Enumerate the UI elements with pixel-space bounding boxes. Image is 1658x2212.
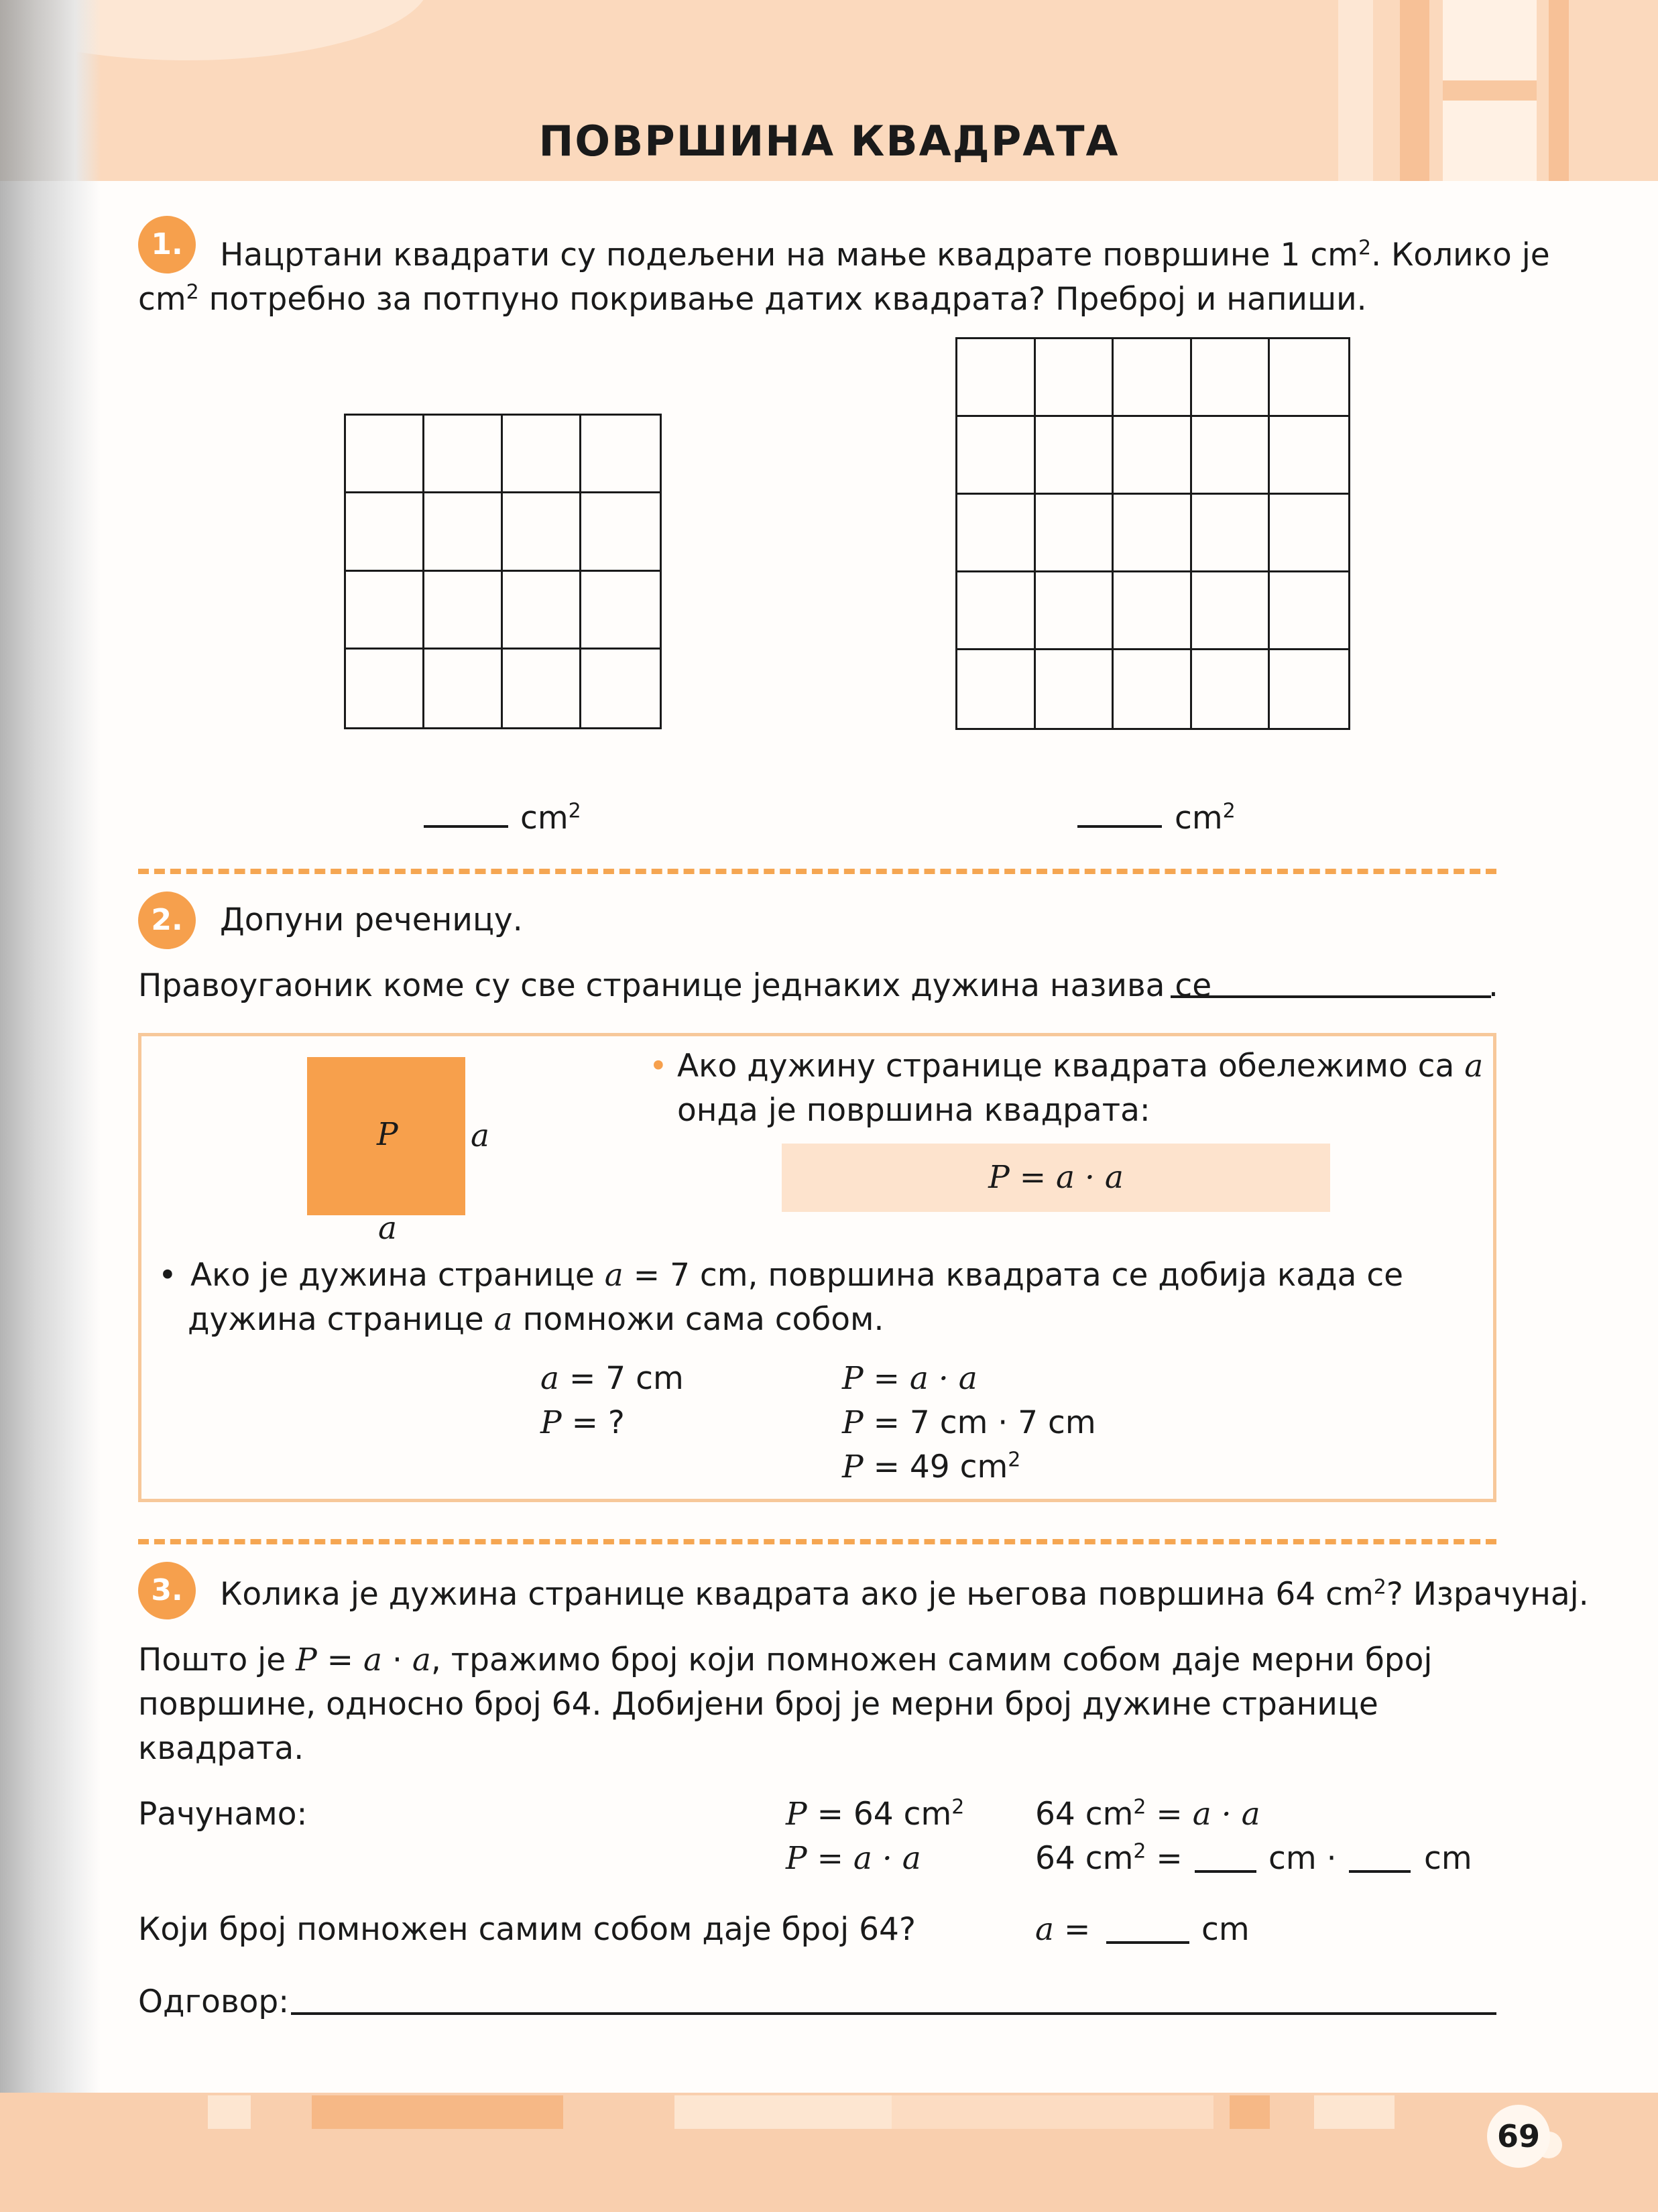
- task-3-explanation-line2: површине, односно број 64. Добијени број је мерни број дужине странице: [138, 1686, 1378, 1723]
- grid-cell: [1192, 417, 1270, 495]
- calc-formula-p: P = a · a: [786, 1840, 921, 1877]
- grid-cell: [1036, 572, 1114, 650]
- grid-cell: [1114, 339, 1192, 417]
- grid-cell: [1114, 495, 1192, 572]
- grid-cell: [581, 493, 660, 571]
- grid-cell: [1114, 572, 1192, 650]
- answer-unit-small: $cm^2$: [520, 799, 581, 837]
- task-3-explanation-line1: Пошто је P = a · a, тражимо број који помножен самим собом даје мерни број: [138, 1642, 1433, 1678]
- info-bullet-2-line2: дужина странице a помножи сама собом.: [188, 1301, 884, 1338]
- grid-cell: [1192, 650, 1270, 728]
- grid-cell: [1114, 417, 1192, 495]
- info-bullet-1-line2: онда је површина квадрата:: [677, 1092, 1150, 1129]
- square-side-label-bottom: a: [378, 1210, 398, 1247]
- grid-cell: [581, 650, 660, 727]
- grid-cell: [957, 339, 1036, 417]
- info-bullet-1-line1: Ако дужину странице квадрата обележимо са a: [677, 1048, 1484, 1085]
- calc-result: P = 49 $cm^2$: [842, 1448, 1021, 1485]
- calc-equation-2: 64 $cm^2$ =: [1035, 1839, 1183, 1877]
- grid-cell: [424, 416, 503, 493]
- task-3-question-2: Који број помножен самим собом даје број 64?: [138, 1911, 916, 1948]
- answer-unit-large: $cm^2$: [1175, 799, 1236, 837]
- task-2-instruction: Допуни реченицу.: [220, 902, 523, 938]
- footer-stripe: [674, 2095, 896, 2129]
- given-a: a = 7 cm: [540, 1360, 684, 1397]
- bullet-2-marker: •: [158, 1257, 177, 1294]
- grid-cell: [957, 572, 1036, 650]
- area-formula: P = a · a: [988, 1159, 1124, 1196]
- task-3-explanation-line3: квадрата.: [138, 1730, 304, 1767]
- grid-cell: [1036, 650, 1114, 728]
- bullet-1-marker: •: [649, 1048, 668, 1085]
- square-side-label-right: a: [471, 1117, 490, 1154]
- footer-stripe: [208, 2095, 251, 2129]
- section-divider: [138, 869, 1496, 874]
- footer-stripe: [1230, 2095, 1270, 2129]
- page-number: 69: [1496, 2118, 1540, 2154]
- task-2-number: 2.: [138, 892, 196, 949]
- grid-4x4: [344, 414, 662, 729]
- side-unit: cm: [1201, 1911, 1250, 1948]
- task-3-number: 3.: [138, 1562, 196, 1619]
- grid-cell: [1270, 417, 1348, 495]
- answer-blank-grid-small[interactable]: [424, 825, 508, 828]
- grid-cell: [424, 572, 503, 650]
- calc-label: Рачунамо:: [138, 1796, 308, 1833]
- task-2-sentence-end: .: [1488, 967, 1498, 1004]
- calc-substitution: P = 7 cm · 7 cm: [842, 1404, 1096, 1441]
- page-title: ПОВРШИНА КВАДРАТА: [538, 117, 1120, 166]
- grid-cell: [581, 572, 660, 650]
- answer-label: Одговор:: [138, 1983, 290, 2020]
- grid-cell: [503, 572, 581, 650]
- grid-cell: [424, 650, 503, 727]
- grid-cell: [1270, 339, 1348, 417]
- given-p: P = ?: [540, 1404, 625, 1441]
- grid-cell: [1192, 339, 1270, 417]
- square-area-label: P: [377, 1116, 398, 1153]
- grid-cell: [1114, 650, 1192, 728]
- grid-cell: [503, 416, 581, 493]
- answer-line[interactable]: [291, 2012, 1496, 2015]
- grid-cell: [346, 650, 424, 727]
- task-1-text-line1: Нацртани квадрати су подељени на мање квадрате површине 1 $cm^2$. Колико је: [220, 236, 1550, 273]
- grid-cell: [1036, 339, 1114, 417]
- grid-cell: [957, 650, 1036, 728]
- factor-blank-1[interactable]: [1195, 1870, 1256, 1873]
- info-bullet-2-line1: Ако је дужина странице a = 7 cm, површина квадрата се добија када се: [190, 1257, 1404, 1294]
- grid-cell: [424, 493, 503, 571]
- factor-blank-2[interactable]: [1349, 1870, 1411, 1873]
- footer-stripe: [312, 2095, 563, 2129]
- answer-blank-grid-large[interactable]: [1077, 825, 1162, 828]
- grid-cell: [503, 650, 581, 727]
- header-stripe: [1443, 80, 1537, 101]
- factor-unit-2: cm: [1424, 1840, 1472, 1877]
- grid-cell: [957, 417, 1036, 495]
- page-gutter-shadow: [0, 0, 101, 2212]
- grid-cell: [957, 495, 1036, 572]
- grid-cell: [1270, 572, 1348, 650]
- footer-stripe: [892, 2095, 1213, 2129]
- task-1-text-line2: $cm^2$ потребно за потпуно покривање датих квадрата? Преброј и напиши.: [138, 280, 1367, 318]
- grid-cell: [581, 416, 660, 493]
- grid-cell: [1036, 417, 1114, 495]
- task-2-sentence: Правоугаоник коме су све странице једнаких дужина назива се: [138, 967, 1212, 1004]
- grid-cell: [1192, 495, 1270, 572]
- calc-equation-1: 64 $cm^2 = a \cdot a$: [1035, 1795, 1260, 1833]
- task-2-answer-blank[interactable]: [1171, 995, 1491, 998]
- side-length-blank[interactable]: [1106, 1941, 1189, 1944]
- grid-cell: [346, 493, 424, 571]
- task-1-number: 1.: [138, 216, 196, 273]
- factor-unit-1: cm ·: [1268, 1840, 1337, 1877]
- grid-cell: [346, 416, 424, 493]
- grid-cell: [1270, 495, 1348, 572]
- calc-formula: P = a · a: [842, 1360, 978, 1397]
- task-3-question: Колика је дужина странице квадрата ако је његова површина 64 $cm^2$? Израчунај.: [220, 1575, 1589, 1613]
- grid-cell: [1036, 495, 1114, 572]
- side-equation: a =: [1035, 1911, 1091, 1948]
- grid-cell: [346, 572, 424, 650]
- section-divider: [138, 1539, 1496, 1544]
- grid-cell: [503, 493, 581, 571]
- grid-5x5: [955, 337, 1350, 730]
- grid-cell: [1270, 650, 1348, 728]
- footer-stripe: [1314, 2095, 1395, 2129]
- grid-cell: [1192, 572, 1270, 650]
- calc-given-p: P = 64 $cm^2$: [786, 1795, 965, 1833]
